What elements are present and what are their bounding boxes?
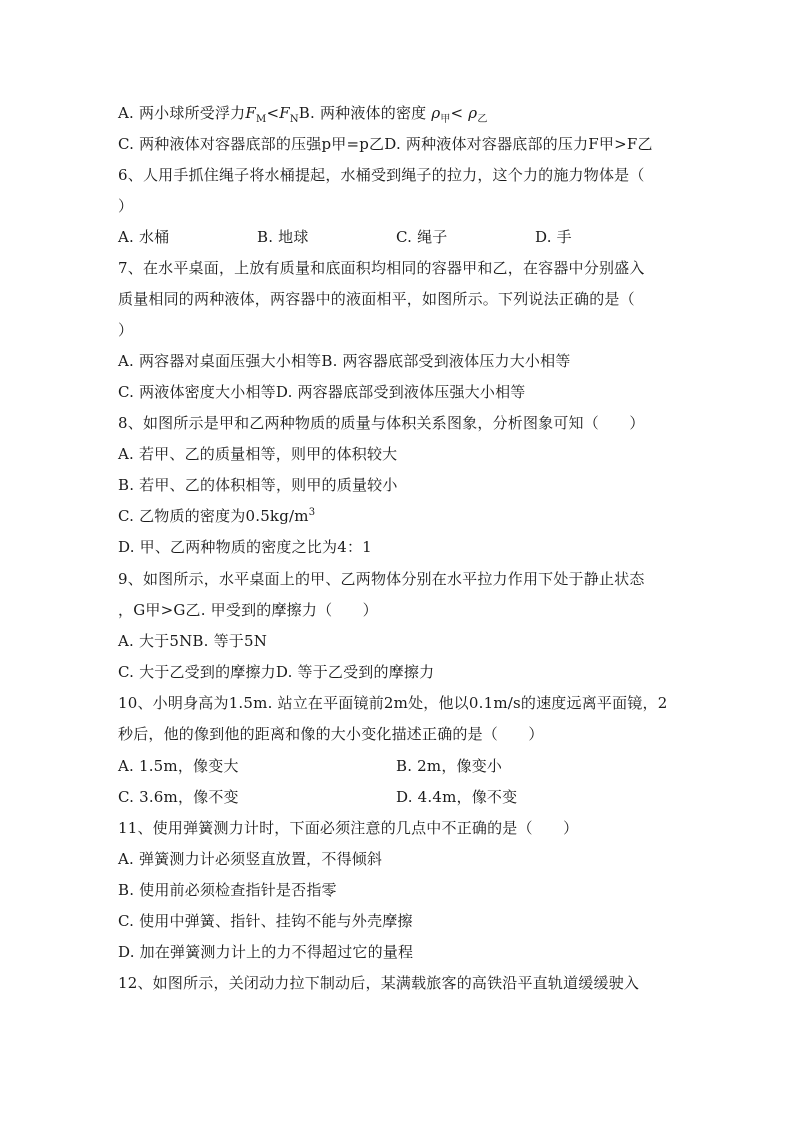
q7-stem-cont: 质量相同的两种液体，两容器中的液面相平，如图所示。下列说法正确的是（ xyxy=(118,290,635,308)
q6-stem: 6、人用手抓住绳子将水桶提起，水桶受到绳子的拉力，这个力的施力物体是（ xyxy=(118,166,645,184)
q9-option-cd: C. 大于乙受到的摩擦力D. 等于乙受到的摩擦力 xyxy=(118,663,435,681)
q11-option-b: B. 使用前必须检查指针是否指零 xyxy=(118,881,337,899)
q9-stem: 9、如图所示，水平桌面上的甲、乙两物体分别在水平拉力作用下处于静止状态 xyxy=(118,570,645,588)
q6-option-b: B. 地球 xyxy=(257,228,309,246)
q7-option-ab: A. 两容器对桌面压强大小相等B. 两容器底部受到液体压力大小相等 xyxy=(118,352,571,370)
q11-stem: 11、使用弹簧测力计时，下面必须注意的几点中不正确的是（ ） xyxy=(118,819,579,837)
density-symbol: ρ xyxy=(431,104,441,122)
subscript: N xyxy=(289,114,299,125)
q11-option-a: A. 弹簧测力计必须竖直放置，不得倾斜 xyxy=(118,850,383,868)
subscript: M xyxy=(255,114,267,125)
q6-option-a: A. 水桶 xyxy=(118,228,170,246)
q6-option-d: D. 手 xyxy=(535,228,572,246)
q8-option-b: B. 若甲、乙的体积相等，则甲的质量较小 xyxy=(118,476,398,494)
q8-option-c xyxy=(118,506,315,526)
q7-stem-end: ） xyxy=(118,321,134,339)
q5-option-cd: C. 两种液体对容器底部的压强p甲=p乙D. 两种液体对容器底部的压力F甲>F乙 xyxy=(118,135,653,153)
q9-stem-cont: ，G甲>G乙. 甲受到的摩擦力（ ） xyxy=(118,601,378,619)
q11-option-c: C. 使用中弹簧、指针、挂钩不能与外壳摩擦 xyxy=(118,912,413,930)
q10-option-d: D. 4.4m，像不变 xyxy=(396,788,518,806)
q10-option-a: A. 1.5m，像变大 xyxy=(118,757,239,775)
q8-option-a: A. 若甲、乙的质量相等，则甲的体积较大 xyxy=(118,445,398,463)
less-than: < xyxy=(266,104,280,122)
q9-option-ab: A. 大于5NB. 等于5N xyxy=(118,632,268,650)
q8-option-d: D. 甲、乙两种物质的密度之比为4：1 xyxy=(118,538,372,556)
q6-stem-cont: ） xyxy=(118,197,134,215)
q8-option-c-text: C. 乙物质的密度为0.5kg/m xyxy=(118,507,309,525)
q10-stem-cont: 秒后，他的像到他的距离和像的大小变化描述正确的是（ ） xyxy=(118,725,544,743)
q8-stem: 8、如图所示是甲和乙两种物质的质量与体积关系图象，分析图象可知（ ） xyxy=(118,414,645,432)
subscript: 甲 xyxy=(440,114,451,125)
q5-option-ab xyxy=(118,103,488,123)
q10-option-c: C. 3.6m，像不变 xyxy=(118,788,239,806)
q11-option-d: D. 加在弹簧测力计上的力不得超过它的量程 xyxy=(118,943,414,961)
q5-a-text: A. 两小球所受浮力 xyxy=(118,104,246,122)
q12-stem: 12、如图所示，关闭动力拉下制动后，某满载旅客的高铁沿平直轨道缓缓驶入 xyxy=(118,974,640,992)
q6-option-c: C. 绳子 xyxy=(396,228,448,246)
q7-option-cd: C. 两液体密度大小相等D. 两容器底部受到液体压强大小相等 xyxy=(118,383,526,401)
force-symbol: F xyxy=(279,104,290,122)
density-symbol: ρ xyxy=(468,104,478,122)
q5-b-text: B. 两种液体的密度 xyxy=(298,104,432,122)
q10-stem: 10、小明身高为1.5m. 站立在平面镜前2m处，他以0.1m/s的速度远离平面镜，2 xyxy=(118,694,668,712)
subscript: 乙 xyxy=(477,114,488,125)
force-symbol: F xyxy=(245,104,256,122)
q7-stem: 7、在水平桌面，上放有质量和底面积均相同的容器甲和乙，在容器中分别盛入 xyxy=(118,259,645,277)
less-than: < xyxy=(450,104,469,122)
q10-option-b: B. 2m，像变小 xyxy=(396,757,503,775)
superscript: 3 xyxy=(308,507,316,518)
